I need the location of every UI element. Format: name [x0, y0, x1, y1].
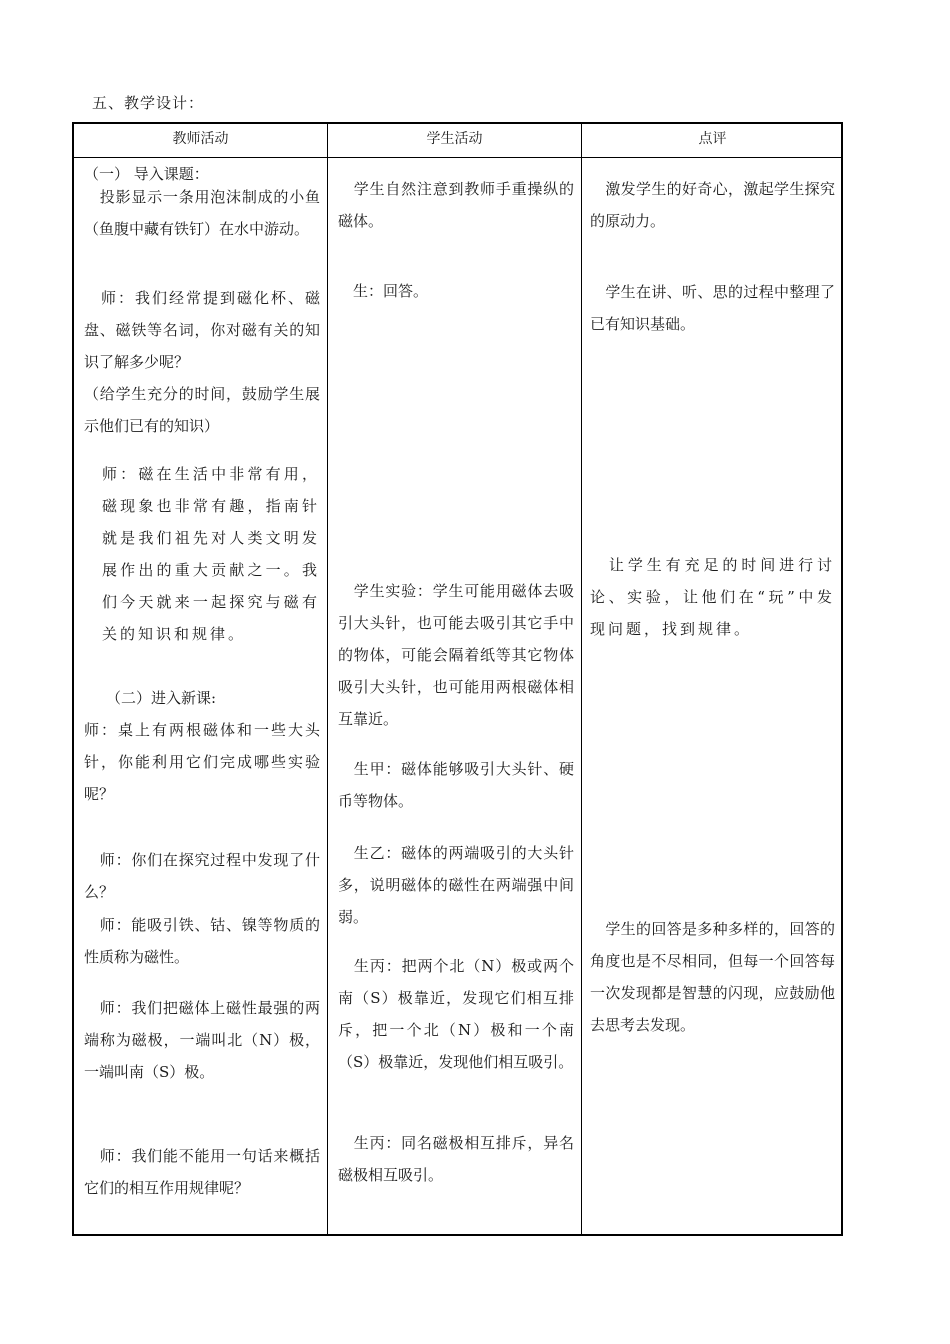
comment-text: 学生的回答是多种多样的，回答的角度也是不尽相同，但每一个回答每一次发现都是智慧的闪现，应鼓励他去思考去发现。	[590, 920, 835, 1034]
teacher-text: 师：桌上有两根磁体和一些大头针，你能利用它们完成哪些实验呢？	[84, 721, 320, 803]
teacher-text: 师：我们能不能用一句话来概括它们的相互作用规律呢？	[84, 1147, 320, 1197]
teacher-text: 师：我们经常提到磁化杯、磁盘、磁铁等名词，你对磁有关的知识了解多少呢？	[84, 289, 320, 371]
student-text: 生甲：磁体能够吸引大头针、硬币等物体。	[338, 760, 574, 810]
teacher-text: 师：能吸引铁、钴、镍等物质的性质称为磁性。	[84, 916, 320, 966]
header-teacher-activity: 教师活动	[172, 131, 229, 147]
student-text: 学生实验：学生可能用磁体去吸引大头针，也可能去吸引其它手中的物体，可能会隔着纸等其它物体吸引大头针，也可能用两根磁体相互靠近。	[338, 582, 574, 728]
comment-text: 激发学生的好奇心，激起学生探究的原动力。	[590, 180, 835, 230]
student-text: 生：回答。	[338, 282, 429, 300]
teacher-text: 师：你们在探究过程中发现了什么？	[84, 851, 320, 901]
student-text: 生乙：磁体的两端吸引的大头针多，说明磁体的磁性在两端强中间弱。	[338, 844, 574, 926]
teacher-text: （一） 导入课题：	[84, 165, 209, 183]
teacher-text: 投影显示一条用泡沫制成的小鱼（鱼腹中藏有铁钉）在水中游动。	[84, 188, 320, 238]
student-text: 学生自然注意到教师手重操纵的磁体。	[338, 180, 574, 230]
teaching-design-table	[72, 122, 843, 1236]
header-student-activity: 学生活动	[426, 131, 483, 147]
column-divider	[327, 124, 328, 1234]
comment-text: 让学生有充足的时间进行讨论、实验，让他们在“玩”中发现问题，找到规律。	[590, 556, 835, 638]
teacher-text: （给学生充分的时间，鼓励学生展示他们已有的知识）	[84, 385, 320, 435]
student-text: 生丙：同名磁极相互排斥，异名磁极相互吸引。	[338, 1134, 574, 1184]
student-text: 生丙：把两个北（N）极或两个南（S）极靠近，发现它们相互排斥，把一个北（N）极和一个南（S）极靠近，发现他们相互吸引。	[338, 957, 574, 1071]
teacher-text: 师：磁在生活中非常有用，磁现象也非常有趣，指南针就是我们祖先对人类文明发展作出的重大贡献之一。我们今天就来一起探究与磁有关的知识和规律。	[102, 465, 320, 643]
section-title: 五、教学设计：	[92, 94, 205, 112]
teacher-text: 师：我们把磁体上磁性最强的两端称为磁极，一端叫北（N）极，一端叫南（S）极。	[84, 999, 320, 1081]
comment-text: 学生在讲、听、思的过程中整理了已有知识基础。	[590, 283, 835, 333]
header-comment: 点评	[698, 131, 727, 147]
teacher-text: （二）进入新课:	[106, 689, 217, 707]
column-divider	[581, 124, 582, 1234]
